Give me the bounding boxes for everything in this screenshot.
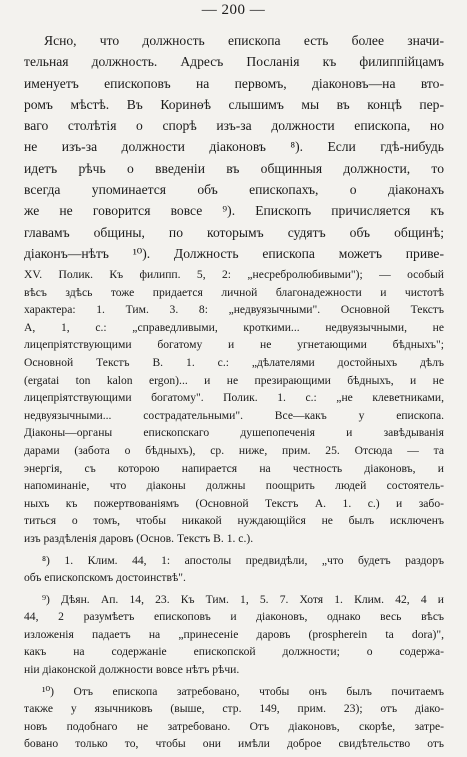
footnote-continuation — [24, 266, 444, 548]
footnote-line: (ergatai ton kalon ergon)... и не презирающими бѣдныхъ, и не — [24, 373, 444, 387]
footnote-line: А, 1, с.: „справедливыми, кроткими... недвуязычными, не — [24, 320, 444, 334]
text-line: тельная должность. Адресъ Посланія къ филиппійцамъ — [24, 54, 444, 70]
footnote-line: новъ подобнаго не затребовано. Отъ діаконовъ, скорѣе, затре- — [24, 719, 444, 733]
footnote-line: дарами (забота о бѣдныхъ), ср. ниже, прим. 25. Отсюда — та — [24, 443, 444, 457]
text-line: именуетъ епископовъ на первомъ, діаконовъ—на вто- — [24, 75, 444, 91]
footnote-line: ¹⁰) Отъ епископа затребовано, чтобы онъ былъ почитаемъ — [42, 684, 444, 698]
footnote-line: ⁹) Дѣян. Ап. 14, 23. Къ Тим. 1, 5. 7. Хотя 1. Клим. 42, 4 и — [42, 592, 444, 606]
footnote-line: недвуязычными... сострадательными". Все—какъ у епископа. — [24, 408, 444, 422]
footnote-line: какъ на содержаніе епископской должности; о содержа- — [24, 645, 444, 659]
text-line: Ясно, что должность епископа есть более значи- — [44, 33, 444, 48]
footnote-line: также у язычниковъ (выше, стр. 149, прим. 23); отъ діако- — [24, 702, 444, 716]
footnote-line: XV. Полик. Къ филипп. 5, 2: „несребролюбивыми"); — особый — [24, 268, 444, 281]
footnote-10 — [24, 683, 444, 753]
text-line: діаконъ—нѣтъ ¹⁰). Должность епископа можетъ приве- — [24, 245, 444, 261]
text-line: ваго столѣтія о спорѣ изъ-за должности епископа, но — [24, 118, 444, 134]
text-line: же не говорится вовсе ⁹). Епископъ причисляется къ — [24, 203, 444, 219]
footnote-line: бовано только то, чтобы они имѣли доброе свидѣтельство отъ — [24, 737, 444, 751]
footnote-line: лицепріятствующими богатому". Полик. 1. с.: „не клеветниками, — [24, 391, 444, 405]
main-text — [24, 30, 444, 264]
footnote-line: ніи діаконской должности вовсе нѣтъ рѣчи. — [24, 663, 240, 677]
footnote-line: Основной Текстъ В. 1. с.: „дѣлателями достойныхъ дѣлъ — [24, 355, 444, 369]
footnote-line: напоминаніе, что діаконы должны поощрить людей состоятель- — [24, 479, 444, 493]
footnote-9 — [24, 591, 444, 679]
footnote-line: изъ раздѣленія даровъ (Основ. Текстъ В. 1. с.). — [24, 531, 254, 545]
text-line: ромъ мѣстѣ. Въ Коринѳѣ слышимъ мы въ концѣ пер- — [24, 96, 444, 112]
footnote-line: ныхъ къ пожертвованіямъ (Основной Текстъ А. 1. с.) и забо- — [24, 496, 444, 510]
footnote-line: ⁸) 1. Клим. 44, 1: апостолы предвидѣли, „что будетъ раздоръ — [42, 553, 444, 567]
footnote-line: лицепріятствующими богатому и не угнетающими бѣдныхъ"; — [24, 338, 444, 352]
footnote-line: титься о томъ, чтобы никакой нуждающійся не былъ исключенъ — [24, 514, 444, 528]
text-line: идетъ рѣчь о введеніи въ общинныя должности, то — [24, 160, 444, 176]
text-line: главамъ общины, по которымъ судятъ объ общинѣ; — [24, 224, 444, 240]
footnote-line: Діаконы—органы епископскаго душепопеченія и завѣдыванія — [24, 426, 444, 440]
footnotes — [24, 266, 444, 757]
text-line: не изъ-за должности діаконовъ ⁸). Если гдѣ-нибудь — [24, 139, 444, 155]
text-line: всегда упоминается объ епископахъ, о діаконахъ — [24, 182, 444, 198]
footnote-line: объ епископскомъ достоинствѣ". — [24, 571, 186, 585]
footnote-line: вѣсъ здѣсь тоже придается личной благонадежности и чистотѣ — [24, 285, 444, 299]
footnote-line: энергія, съ которою напирается на честность діаконовъ, и — [24, 461, 444, 475]
footnote-line: характера: 1. Тим. 3. 8: „недвуязычными". Основной Текстъ — [24, 303, 444, 317]
footnote-line: 44, 2 разумѣетъ епископовъ и діаконовъ, однако весь вѣсъ — [24, 610, 444, 624]
footnote-8 — [24, 552, 444, 587]
footnote-line: изложенія падаетъ на „принесеніе даровъ (prospherein ta dora)", — [24, 627, 444, 641]
page-number: — 200 — — [201, 2, 266, 18]
